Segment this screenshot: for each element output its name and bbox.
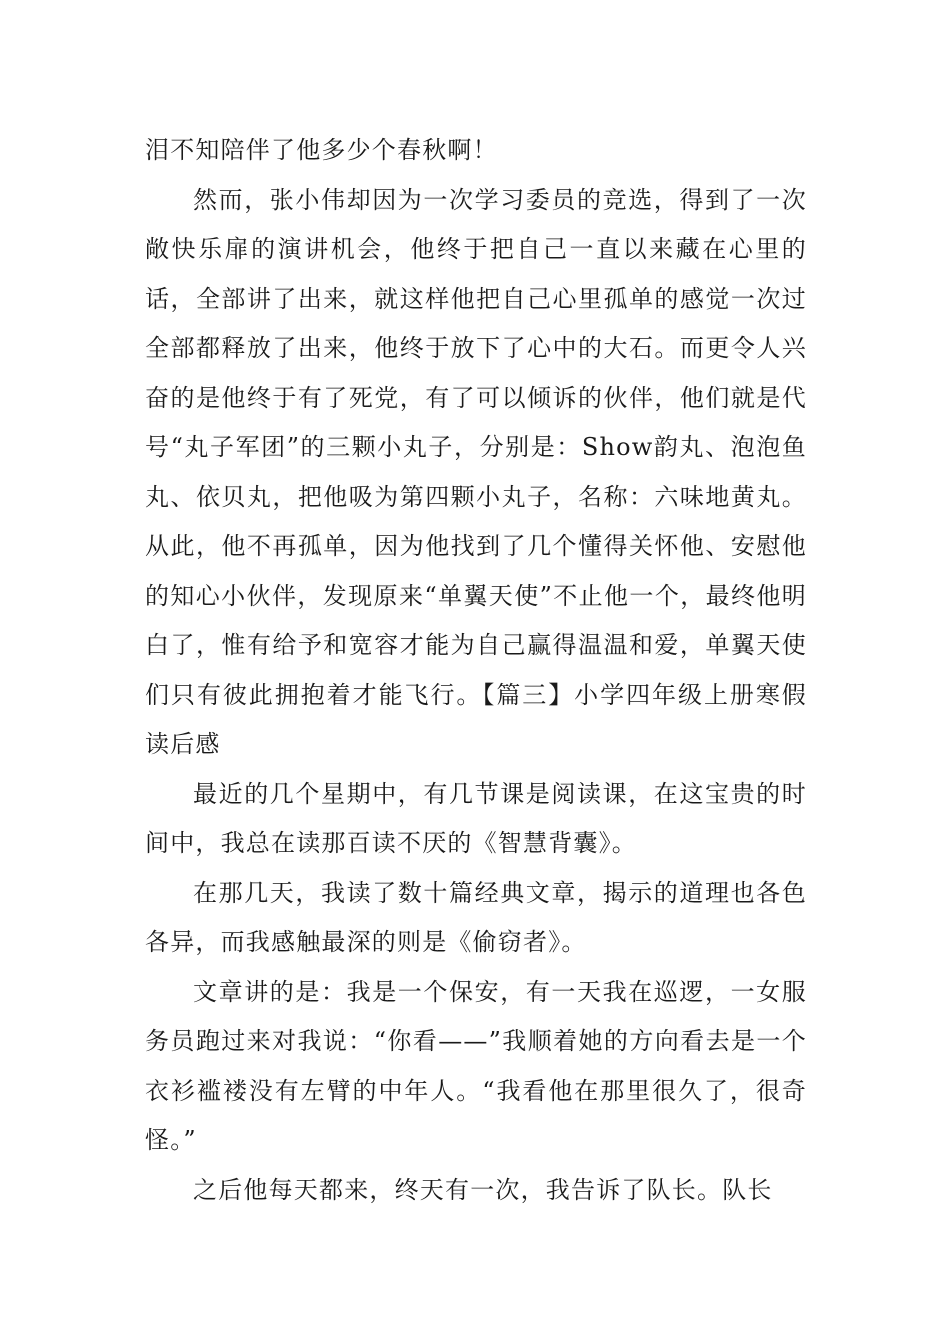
document-page (145, 126, 807, 1215)
paragraph-2: 然而，张小伟却因为一次学习委员的竞选，得到了一次敞快乐扉的演讲机会，他终于把自己一直以来藏在心里的话，全部讲了出来，就这样他把自己心里孤单的感觉一次过全部都释放了出来，他终于放下了心中的大石。而更令人兴奋的是他终于有了死党，有了可以倾诉的伙伴，他们就是代号“丸子军团”的三颗小丸子，分别是：Show韵丸、泡泡鱼丸、依贝丸，把他吸为第四颗小丸子，名称：六味地黄丸。从此，他不再孤单，因为他找到了几个懂得关怀他、安慰他的知心小伙伴，发现原来“单翼天使”不止他一个，最终他明白了，惟有给予和宽容才能为自己赢得温温和爱，单翼天使们只有彼此拥抱着才能飞行。【篇三】小学四年级上册寒假读后感 (145, 185, 807, 758)
paragraph-6: 之后他每天都来，终天有一次，我告诉了队长。队长 (193, 1175, 773, 1204)
paragraph-4: 在那几天，我读了数十篇经典文章，揭示的道理也各色各异，而我感触最深的则是《偷窃者》。 (145, 878, 807, 956)
paragraph-5: 文章讲的是：我是一个保安，有一天我在巡逻，一女服务员跑过来对我说：“你看——”我顺着她的方向看去是一个衣衫褴褛没有左臂的中年人。“我看他在那里很久了，很奇怪。” (145, 977, 807, 1154)
paragraph-1: 泪不知陪伴了他多少个春秋啊！ (145, 136, 498, 164)
paragraph-3: 最近的几个星期中，有几节课是阅读课，在这宝贵的时间中，我总在读那百读不厌的《智慧背囊》。 (145, 779, 807, 857)
